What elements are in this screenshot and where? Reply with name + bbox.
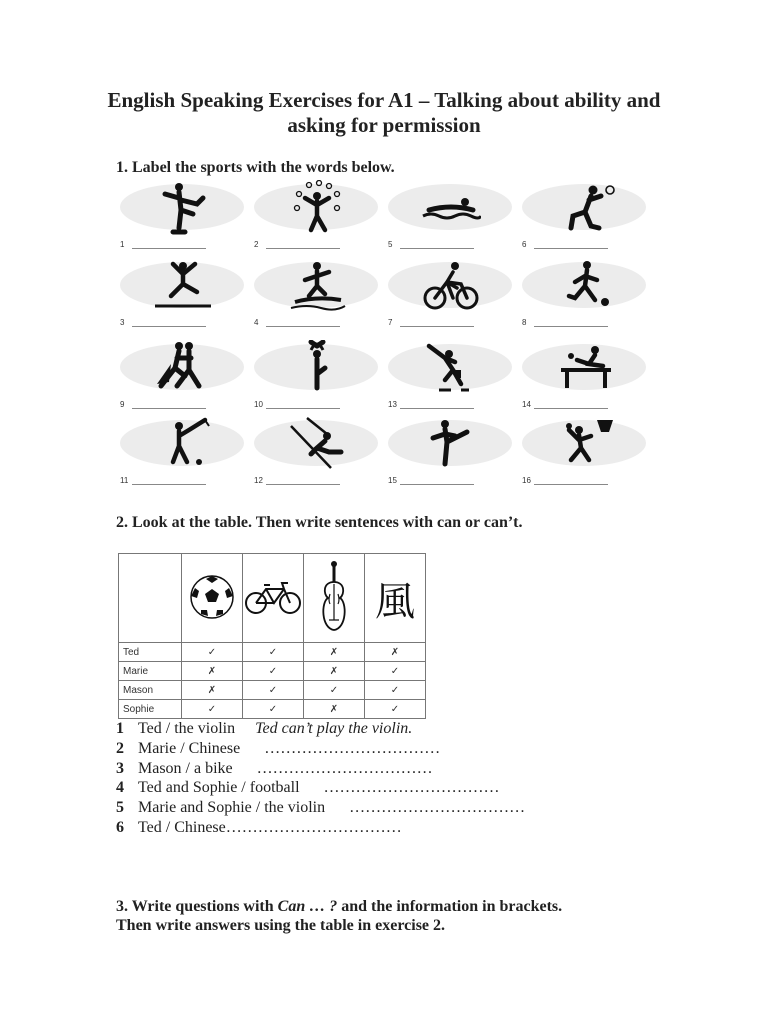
answer-blank[interactable]: …………………………… bbox=[349, 799, 526, 817]
ability-mark: ✓ bbox=[243, 643, 304, 662]
sentence-prompt: Mason / a bike bbox=[138, 759, 233, 777]
sentence-row bbox=[116, 759, 525, 779]
column-violin bbox=[304, 554, 365, 643]
sentence-prompt: Marie / Chinese bbox=[138, 739, 241, 757]
item-number: 8 bbox=[522, 318, 527, 327]
answer-blank[interactable]: …………………………… bbox=[256, 759, 433, 777]
sport-cell bbox=[384, 178, 518, 258]
ability-mark: ✓ bbox=[243, 700, 304, 719]
ability-mark: ✗ bbox=[182, 681, 243, 700]
basketball-icon bbox=[555, 416, 615, 472]
row-name: Mason bbox=[119, 681, 182, 700]
skiing-icon bbox=[287, 416, 347, 472]
exercise-3-heading bbox=[116, 897, 676, 935]
dancing-icon bbox=[153, 340, 213, 396]
ability-mark: ✓ bbox=[243, 681, 304, 700]
answer-line[interactable] bbox=[534, 484, 608, 485]
exercise-2-heading: 2. Look at the table. Then write sentences with can or can’t. bbox=[116, 514, 523, 531]
table-row bbox=[119, 643, 426, 662]
sport-cell bbox=[518, 338, 652, 418]
sport-cell bbox=[116, 338, 250, 418]
sentence-row bbox=[116, 739, 525, 759]
sports-grid bbox=[116, 178, 652, 498]
item-number: 10 bbox=[254, 400, 263, 409]
ability-mark: ✓ bbox=[182, 643, 243, 662]
answer-line[interactable] bbox=[400, 326, 474, 327]
table-row bbox=[119, 681, 426, 700]
sentence-number: 1 bbox=[116, 720, 124, 737]
football-icon bbox=[555, 258, 615, 314]
bicycle-icon bbox=[244, 579, 302, 615]
ability-mark: ✗ bbox=[365, 643, 426, 662]
ability-mark: ✓ bbox=[182, 700, 243, 719]
sport-cell bbox=[116, 256, 250, 336]
item-number: 7 bbox=[388, 318, 393, 327]
heading-emphasis: Can … ? bbox=[277, 898, 338, 915]
table-row bbox=[119, 662, 426, 681]
sentence-prompt: Ted / Chinese bbox=[138, 818, 226, 836]
heading-part: and the information in brackets. bbox=[337, 898, 563, 915]
sport-cell bbox=[116, 414, 250, 494]
ability-mark: ✓ bbox=[365, 681, 426, 700]
ability-mark: ✓ bbox=[243, 662, 304, 681]
row-name: Sophie bbox=[119, 700, 182, 719]
ability-mark: ✗ bbox=[304, 643, 365, 662]
example-answer: Ted can’t play the violin. bbox=[255, 720, 413, 737]
answer-line[interactable] bbox=[534, 248, 608, 249]
answer-line[interactable] bbox=[132, 326, 206, 327]
answer-line[interactable] bbox=[132, 248, 206, 249]
answer-blank[interactable]: …………………………… bbox=[323, 779, 500, 797]
answer-line[interactable] bbox=[400, 248, 474, 249]
sentence-list bbox=[116, 719, 525, 838]
sport-cell bbox=[116, 178, 250, 258]
bowling-icon bbox=[421, 340, 481, 396]
figure-skating-icon bbox=[153, 180, 213, 236]
answer-line[interactable] bbox=[534, 408, 608, 409]
sentence-number: 5 bbox=[116, 799, 124, 817]
sentence-row bbox=[116, 798, 525, 818]
sentence-row bbox=[116, 818, 525, 838]
golf-icon bbox=[153, 416, 213, 472]
row-name: Marie bbox=[119, 662, 182, 681]
item-number: 12 bbox=[254, 476, 263, 485]
answer-line[interactable] bbox=[132, 408, 206, 409]
ability-mark: ✗ bbox=[182, 662, 243, 681]
answer-line[interactable] bbox=[400, 484, 474, 485]
ability-mark: ✓ bbox=[365, 700, 426, 719]
exercise-1-heading: 1. Label the sports with the words below. bbox=[116, 159, 395, 176]
item-number: 6 bbox=[522, 240, 527, 249]
item-number: 11 bbox=[120, 476, 129, 485]
yoga-icon bbox=[287, 340, 347, 396]
sport-cell bbox=[518, 256, 652, 336]
sentence-prompt: Ted and Sophie / football bbox=[138, 779, 300, 797]
table-tennis-icon bbox=[555, 340, 615, 396]
sport-cell bbox=[384, 338, 518, 418]
item-number: 5 bbox=[388, 240, 393, 249]
column-bike bbox=[243, 554, 304, 643]
chinese-character-icon: 風 bbox=[375, 578, 415, 625]
sport-cell bbox=[250, 338, 384, 418]
row-name: Ted bbox=[119, 643, 182, 662]
answer-line[interactable] bbox=[266, 484, 340, 485]
item-number: 15 bbox=[388, 476, 397, 485]
sport-cell bbox=[518, 178, 652, 258]
heading-part: 3. Write questions with bbox=[116, 898, 278, 915]
surfing-icon bbox=[287, 258, 347, 314]
ability-mark: ✓ bbox=[304, 681, 365, 700]
item-number: 13 bbox=[388, 400, 397, 409]
answer-line[interactable] bbox=[132, 484, 206, 485]
football-ball-icon bbox=[189, 574, 235, 620]
answer-line[interactable] bbox=[266, 248, 340, 249]
juggling-icon bbox=[287, 180, 347, 236]
sport-cell bbox=[250, 414, 384, 494]
item-number: 4 bbox=[254, 318, 259, 327]
swimming-icon bbox=[421, 180, 481, 236]
answer-blank[interactable]: …………………………… bbox=[225, 818, 402, 836]
heading-part: Then write answers using the table in exercise 2. bbox=[116, 917, 446, 934]
column-football bbox=[182, 554, 243, 643]
sentence-prompt: Ted / the violin bbox=[138, 720, 236, 737]
sport-cell bbox=[250, 178, 384, 258]
corner-cell bbox=[119, 554, 182, 643]
sentence-prompt: Marie and Sophie / the violin bbox=[138, 799, 326, 817]
table-row bbox=[119, 700, 426, 719]
item-number: 14 bbox=[522, 400, 531, 409]
item-number: 9 bbox=[120, 400, 125, 409]
item-number: 16 bbox=[522, 476, 531, 485]
answer-line[interactable] bbox=[534, 326, 608, 327]
page-title: English Speaking Exercises for A1 – Talking about ability and asking for permission bbox=[107, 88, 661, 137]
karate-icon bbox=[421, 416, 481, 472]
ability-table bbox=[118, 553, 426, 719]
sport-cell bbox=[518, 414, 652, 494]
sport-cell bbox=[384, 256, 518, 336]
column-chinese bbox=[365, 554, 426, 643]
ability-mark: ✗ bbox=[304, 662, 365, 681]
ability-mark: ✗ bbox=[304, 700, 365, 719]
item-number: 1 bbox=[120, 240, 125, 249]
sentence-number: 6 bbox=[116, 818, 124, 836]
volleyball-icon bbox=[555, 180, 615, 236]
sentence-number: 4 bbox=[116, 779, 124, 797]
sentence-row bbox=[116, 719, 525, 739]
sentence-number: 2 bbox=[116, 739, 124, 757]
item-number: 2 bbox=[254, 240, 259, 249]
sentence-row bbox=[116, 778, 525, 798]
sport-cell bbox=[384, 414, 518, 494]
sport-cell bbox=[250, 256, 384, 336]
answer-line[interactable] bbox=[266, 408, 340, 409]
item-number: 3 bbox=[120, 318, 125, 327]
sentence-number: 3 bbox=[116, 759, 124, 777]
answer-line[interactable] bbox=[266, 326, 340, 327]
cycling-icon bbox=[421, 258, 481, 314]
gymnastics-beam-icon bbox=[153, 258, 213, 314]
answer-line[interactable] bbox=[400, 408, 474, 409]
violin-icon bbox=[319, 560, 349, 634]
answer-blank[interactable]: …………………………… bbox=[264, 739, 441, 757]
ability-mark: ✓ bbox=[365, 662, 426, 681]
